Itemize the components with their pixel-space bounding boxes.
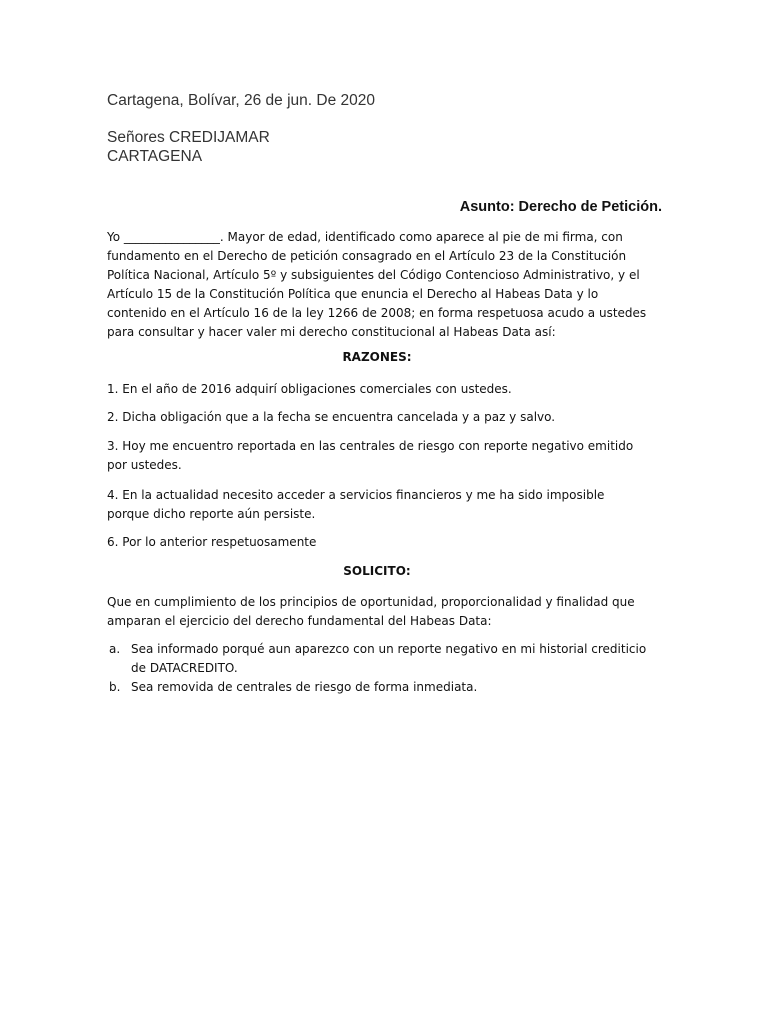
- razon-item: 4. En la actualidad necesito acceder a servicios financieros y me ha sido imposible porque dicho reporte aún persiste.: [107, 488, 605, 521]
- addressee-line-1: Señores CREDIJAMAR: [107, 129, 270, 146]
- razon-item: 3. Hoy me encuentro reportada en las centrales de riesgo con reporte negativo emitido por ustedes.: [107, 439, 634, 472]
- addressee-line-2: CARTAGENA: [107, 148, 203, 165]
- solicito-item-text: Sea removida de centrales de riesgo de forma inmediata.: [131, 680, 478, 694]
- solicito-item-text: Sea informado porqué aun aparezco con un reporte negativo en mi historial crediticio de DATACREDITO.: [131, 642, 647, 675]
- razon-item: 6. Por lo anterior respetuosamente: [107, 535, 317, 549]
- letter-subject: Asunto: Derecho de Petición.: [459, 199, 662, 215]
- letter-addressee: [107, 128, 270, 166]
- solicito-list: [107, 640, 647, 697]
- razon-item: 1. En el año de 2016 adquirí obligaciones comerciales con ustedes.: [107, 382, 512, 396]
- intro-paragraph: Yo ________________. Mayor de edad, identificado como aparece al pie de mi firma, con fundamento en el Derecho de petición consagrado en el Artículo 23 de la Constitución Política Nacional, Artículo 5º y subsiguientes del Código Contencioso Administrativo, y el Artículo 15 de la Constitución Política que enuncia el Derecho al Habeas Data y lo contenido en el Artículo 16 de la ley 1266 de 2008; en forma respetuosa acudo a ustedes para consultar y hacer valer mi derecho constitucional al Habeas Data así:: [107, 230, 647, 339]
- razones-heading: RAZONES:: [342, 350, 412, 364]
- razon-item: 2. Dicha obligación que a la fecha se encuentra cancelada y a paz y salvo.: [107, 410, 556, 424]
- list-marker: a.: [109, 642, 121, 656]
- solicito-heading: SOLICITO:: [343, 564, 411, 578]
- list-marker: b.: [109, 680, 121, 694]
- solicito-intro-paragraph: Que en cumplimiento de los principios de oportunidad, proporcionalidad y finalidad que amparan el ejercicio del derecho fundamental del Habeas Data:: [107, 595, 635, 628]
- solicito-item: [107, 640, 647, 678]
- letter-dateline: Cartagena, Bolívar, 26 de jun. De 2020: [107, 92, 375, 109]
- solicito-item: [107, 678, 647, 697]
